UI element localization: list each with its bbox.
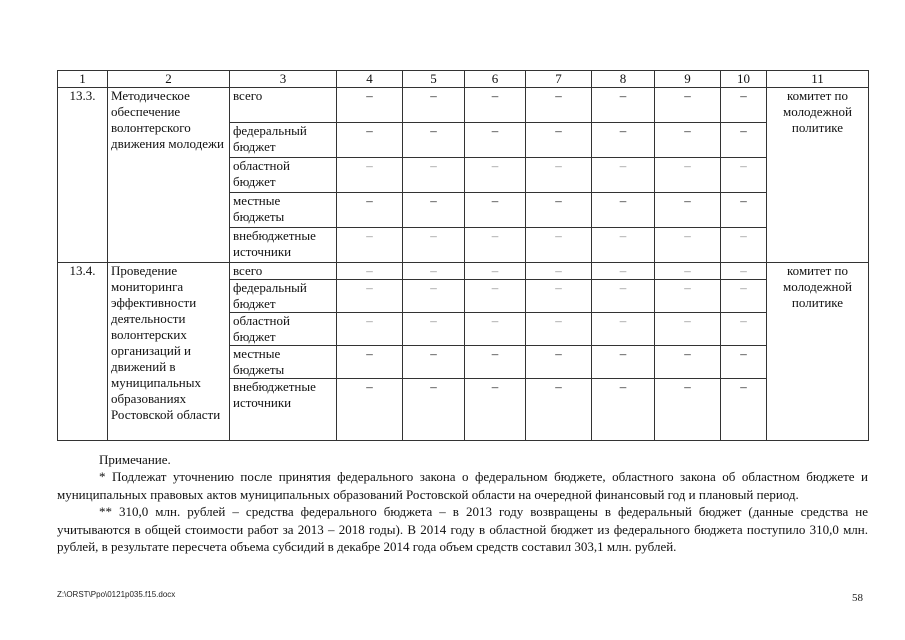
- column-header: 3: [230, 71, 337, 88]
- column-header: 2: [108, 71, 230, 88]
- value-cell: –: [403, 379, 465, 441]
- value-cell: –: [465, 346, 526, 379]
- value-cell: –: [721, 193, 767, 228]
- file-path: Z:\ORST\Ppo\0121p035.f15.docx: [57, 590, 176, 599]
- value-cell: –: [337, 379, 403, 441]
- value-cell: –: [655, 228, 721, 263]
- value-cell: –: [721, 313, 767, 346]
- value-cell: –: [721, 88, 767, 123]
- responsible-executor: комитет по молодежной политике: [767, 263, 869, 441]
- value-cell: –: [655, 379, 721, 441]
- column-header: 4: [337, 71, 403, 88]
- note-federal-funds: ** 310,0 млн. рублей – средства федерального бюджета – в 2013 году возвращены в федеральный бюджет (данные средства не учитываются в общей стоимости работ за 2013 – 2018 годы). В 2014 году в областной бюджет из федерального бюджета поступило 310,0 млн. рублей, в результате пересчета объема субсидий в декабре 2014 года объем средств составил 303,1 млн. рублей.: [57, 504, 868, 555]
- value-cell: –: [337, 263, 403, 280]
- column-header: 1: [58, 71, 108, 88]
- value-cell: –: [337, 280, 403, 313]
- value-cell: –: [592, 280, 655, 313]
- value-cell: –: [721, 379, 767, 441]
- value-cell: –: [655, 193, 721, 228]
- value-cell: –: [465, 193, 526, 228]
- value-cell: –: [592, 263, 655, 280]
- row-number: 13.3.: [58, 88, 108, 263]
- funding-source: федеральный бюджет: [230, 280, 337, 313]
- value-cell: –: [655, 280, 721, 313]
- activity-name: Проведение мониторинга эффективности деятельности волонтерских организаций и движений в муниципальных образованиях Ростовской области: [108, 263, 230, 441]
- value-cell: –: [403, 193, 465, 228]
- funding-source: всего: [230, 88, 337, 123]
- value-cell: –: [337, 88, 403, 123]
- value-cell: –: [526, 313, 592, 346]
- value-cell: –: [526, 158, 592, 193]
- value-cell: –: [526, 379, 592, 441]
- value-cell: –: [526, 228, 592, 263]
- table-row: [58, 88, 869, 123]
- value-cell: –: [655, 123, 721, 158]
- value-cell: –: [526, 88, 592, 123]
- value-cell: –: [721, 280, 767, 313]
- value-cell: –: [465, 263, 526, 280]
- column-header: 6: [465, 71, 526, 88]
- value-cell: –: [526, 346, 592, 379]
- funding-source: местные бюджеты: [230, 346, 337, 379]
- value-cell: –: [721, 346, 767, 379]
- value-cell: –: [465, 228, 526, 263]
- value-cell: –: [721, 263, 767, 280]
- note-federal-law: * Подлежат уточнению после принятия федерального закона о федеральном бюджете, областного закона об областном бюджете и муниципальных правовых актов муниципальных образований Ростовской области на очередной финансовый год и плановый период.: [57, 469, 868, 502]
- funding-source: внебюджетные источники: [230, 228, 337, 263]
- value-cell: –: [465, 88, 526, 123]
- value-cell: –: [655, 346, 721, 379]
- value-cell: –: [526, 280, 592, 313]
- notes-section: [57, 451, 868, 555]
- column-header: 8: [592, 71, 655, 88]
- value-cell: –: [337, 228, 403, 263]
- value-cell: –: [721, 228, 767, 263]
- funding-source: федеральный бюджет: [230, 123, 337, 158]
- value-cell: –: [465, 280, 526, 313]
- value-cell: –: [721, 123, 767, 158]
- column-header: 5: [403, 71, 465, 88]
- funding-source: всего: [230, 263, 337, 280]
- value-cell: –: [403, 346, 465, 379]
- value-cell: –: [592, 228, 655, 263]
- value-cell: –: [403, 123, 465, 158]
- value-cell: –: [721, 158, 767, 193]
- value-cell: –: [526, 193, 592, 228]
- value-cell: –: [403, 263, 465, 280]
- table-row: [58, 263, 869, 280]
- value-cell: –: [592, 379, 655, 441]
- value-cell: –: [337, 158, 403, 193]
- value-cell: –: [337, 346, 403, 379]
- value-cell: –: [403, 228, 465, 263]
- value-cell: –: [465, 158, 526, 193]
- column-header: 7: [526, 71, 592, 88]
- column-header: 10: [721, 71, 767, 88]
- value-cell: –: [526, 263, 592, 280]
- value-cell: –: [526, 123, 592, 158]
- column-number-row: [58, 71, 869, 88]
- activity-name: Методическое обеспечение волонтерского движения молодежи: [108, 88, 230, 263]
- value-cell: –: [592, 313, 655, 346]
- value-cell: –: [655, 88, 721, 123]
- value-cell: –: [592, 88, 655, 123]
- value-cell: –: [403, 313, 465, 346]
- funding-source: местные бюджеты: [230, 193, 337, 228]
- value-cell: –: [465, 123, 526, 158]
- row-number: 13.4.: [58, 263, 108, 441]
- value-cell: –: [465, 379, 526, 441]
- notes-title: Примечание.: [99, 452, 171, 467]
- value-cell: –: [655, 263, 721, 280]
- funding-source: областной бюджет: [230, 313, 337, 346]
- program-table: [57, 70, 869, 441]
- value-cell: –: [655, 313, 721, 346]
- value-cell: –: [403, 88, 465, 123]
- value-cell: –: [592, 346, 655, 379]
- column-header: 11: [767, 71, 869, 88]
- page-number: 58: [852, 592, 863, 604]
- value-cell: –: [403, 280, 465, 313]
- value-cell: –: [592, 193, 655, 228]
- value-cell: –: [592, 123, 655, 158]
- value-cell: –: [337, 313, 403, 346]
- value-cell: –: [337, 193, 403, 228]
- funding-source: внебюджетные источники: [230, 379, 337, 441]
- value-cell: –: [337, 123, 403, 158]
- responsible-executor: комитет по молодежной политике: [767, 88, 869, 263]
- value-cell: –: [465, 313, 526, 346]
- value-cell: –: [592, 158, 655, 193]
- value-cell: –: [655, 158, 721, 193]
- value-cell: –: [403, 158, 465, 193]
- column-header: 9: [655, 71, 721, 88]
- funding-source: областной бюджет: [230, 158, 337, 193]
